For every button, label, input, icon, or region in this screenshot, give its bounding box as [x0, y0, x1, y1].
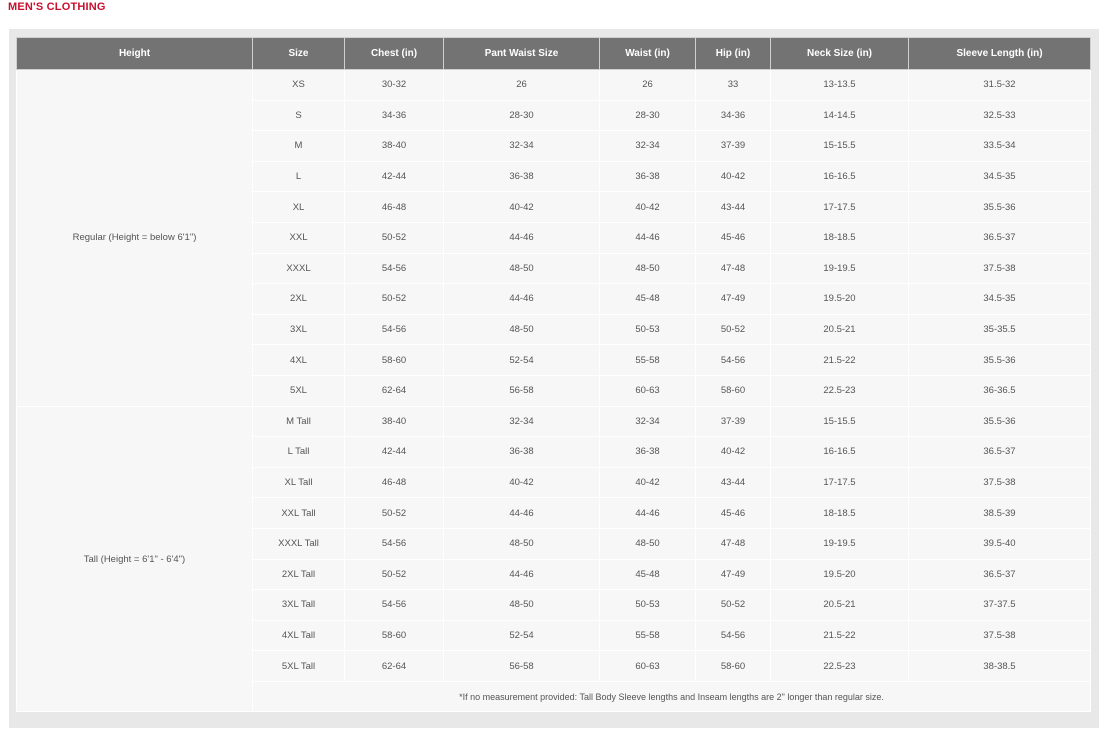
waist-cell: 50-53	[600, 590, 696, 621]
size-cell: 2XL Tall	[253, 559, 345, 590]
pant-waist-cell: 32-34	[444, 406, 600, 437]
header-height: Height	[17, 38, 253, 70]
chest-cell: 58-60	[345, 620, 444, 651]
hip-cell: 37-39	[696, 406, 771, 437]
waist-cell: 36-38	[600, 437, 696, 468]
waist-cell: 36-38	[600, 161, 696, 192]
height-group-label: Tall (Height = 6'1" - 6'4")	[17, 406, 253, 712]
waist-cell: 45-48	[600, 559, 696, 590]
size-cell: XXXL Tall	[253, 528, 345, 559]
hip-cell: 58-60	[696, 375, 771, 406]
size-cell: 3XL Tall	[253, 590, 345, 621]
hip-cell: 50-52	[696, 590, 771, 621]
chest-cell: 62-64	[345, 375, 444, 406]
hip-cell: 40-42	[696, 437, 771, 468]
waist-cell: 45-48	[600, 284, 696, 315]
neck-cell: 19.5-20	[771, 284, 909, 315]
sleeve-cell: 36.5-37	[909, 437, 1091, 468]
sleeve-cell: 36.5-37	[909, 222, 1091, 253]
neck-cell: 18-18.5	[771, 222, 909, 253]
header-row	[17, 38, 1091, 70]
neck-cell: 21.5-22	[771, 620, 909, 651]
sleeve-cell: 35.5-36	[909, 192, 1091, 223]
chest-cell: 38-40	[345, 131, 444, 162]
neck-cell: 19.5-20	[771, 559, 909, 590]
size-chart-table	[16, 37, 1091, 712]
neck-cell: 22.5-23	[771, 375, 909, 406]
waist-cell: 32-34	[600, 406, 696, 437]
neck-cell: 20.5-21	[771, 590, 909, 621]
waist-cell: 55-58	[600, 620, 696, 651]
hip-cell: 58-60	[696, 651, 771, 682]
pant-waist-cell: 32-34	[444, 131, 600, 162]
sleeve-cell: 33.5-34	[909, 131, 1091, 162]
waist-cell: 40-42	[600, 467, 696, 498]
hip-cell: 54-56	[696, 345, 771, 376]
hip-cell: 37-39	[696, 131, 771, 162]
hip-cell: 34-36	[696, 100, 771, 131]
pant-waist-cell: 56-58	[444, 375, 600, 406]
waist-cell: 60-63	[600, 375, 696, 406]
chest-cell: 38-40	[345, 406, 444, 437]
size-cell: XXL	[253, 222, 345, 253]
size-cell: 2XL	[253, 284, 345, 315]
waist-cell: 40-42	[600, 192, 696, 223]
hip-cell: 47-49	[696, 284, 771, 315]
size-cell: 4XL Tall	[253, 620, 345, 651]
pant-waist-cell: 52-54	[444, 345, 600, 376]
neck-cell: 15-15.5	[771, 131, 909, 162]
pant-waist-cell: 36-38	[444, 437, 600, 468]
chest-cell: 54-56	[345, 528, 444, 559]
size-cell: XXXL	[253, 253, 345, 284]
neck-cell: 19-19.5	[771, 253, 909, 284]
waist-cell: 48-50	[600, 253, 696, 284]
size-cell: M Tall	[253, 406, 345, 437]
hip-cell: 47-48	[696, 253, 771, 284]
sleeve-cell: 34.5-35	[909, 161, 1091, 192]
sleeve-cell: 31.5-32	[909, 70, 1091, 101]
sleeve-cell: 34.5-35	[909, 284, 1091, 315]
neck-cell: 13-13.5	[771, 70, 909, 101]
chest-cell: 62-64	[345, 651, 444, 682]
hip-cell: 33	[696, 70, 771, 101]
sleeve-cell: 35.5-36	[909, 406, 1091, 437]
chest-cell: 50-52	[345, 222, 444, 253]
hip-cell: 54-56	[696, 620, 771, 651]
pant-waist-cell: 36-38	[444, 161, 600, 192]
pant-waist-cell: 44-46	[444, 222, 600, 253]
neck-cell: 14-14.5	[771, 100, 909, 131]
pant-waist-cell: 52-54	[444, 620, 600, 651]
pant-waist-cell: 48-50	[444, 590, 600, 621]
pant-waist-cell: 44-46	[444, 284, 600, 315]
waist-cell: 28-30	[600, 100, 696, 131]
header-sleeve: Sleeve Length (in)	[909, 38, 1091, 70]
pant-waist-cell: 26	[444, 70, 600, 101]
neck-cell: 17-17.5	[771, 192, 909, 223]
chest-cell: 34-36	[345, 100, 444, 131]
hip-cell: 43-44	[696, 192, 771, 223]
waist-cell: 32-34	[600, 131, 696, 162]
size-cell: L Tall	[253, 437, 345, 468]
size-cell: M	[253, 131, 345, 162]
header-waist: Waist (in)	[600, 38, 696, 70]
pant-waist-cell: 48-50	[444, 253, 600, 284]
pant-waist-cell: 56-58	[444, 651, 600, 682]
chest-cell: 42-44	[345, 437, 444, 468]
size-cell: 5XL	[253, 375, 345, 406]
sleeve-cell: 36.5-37	[909, 559, 1091, 590]
sleeve-cell: 37.5-38	[909, 620, 1091, 651]
size-cell: L	[253, 161, 345, 192]
chest-cell: 58-60	[345, 345, 444, 376]
size-cell: XL	[253, 192, 345, 223]
pant-waist-cell: 44-46	[444, 559, 600, 590]
waist-cell: 44-46	[600, 222, 696, 253]
sleeve-cell: 32.5-33	[909, 100, 1091, 131]
chest-cell: 42-44	[345, 161, 444, 192]
neck-cell: 21.5-22	[771, 345, 909, 376]
chest-cell: 50-52	[345, 559, 444, 590]
chest-cell: 30-32	[345, 70, 444, 101]
neck-cell: 16-16.5	[771, 437, 909, 468]
hip-cell: 40-42	[696, 161, 771, 192]
hip-cell: 45-46	[696, 498, 771, 529]
header-size: Size	[253, 38, 345, 70]
size-cell: XS	[253, 70, 345, 101]
hip-cell: 43-44	[696, 467, 771, 498]
size-cell: 3XL	[253, 314, 345, 345]
sleeve-cell: 35.5-36	[909, 345, 1091, 376]
page-title: MEN'S CLOTHING	[8, 1, 106, 13]
hip-cell: 45-46	[696, 222, 771, 253]
waist-cell: 50-53	[600, 314, 696, 345]
sleeve-cell: 39.5-40	[909, 528, 1091, 559]
sleeve-cell: 38.5-39	[909, 498, 1091, 529]
waist-cell: 55-58	[600, 345, 696, 376]
neck-cell: 15-15.5	[771, 406, 909, 437]
size-cell: S	[253, 100, 345, 131]
pant-waist-cell: 48-50	[444, 314, 600, 345]
height-group-label: Regular (Height = below 6'1")	[17, 70, 253, 407]
hip-cell: 50-52	[696, 314, 771, 345]
sleeve-cell: 37.5-38	[909, 253, 1091, 284]
size-cell: 5XL Tall	[253, 651, 345, 682]
table-row	[17, 70, 1091, 101]
pant-waist-cell: 40-42	[444, 467, 600, 498]
neck-cell: 20.5-21	[771, 314, 909, 345]
waist-cell: 48-50	[600, 528, 696, 559]
header-chest: Chest (in)	[345, 38, 444, 70]
sleeve-cell: 37.5-38	[909, 467, 1091, 498]
table-row	[17, 406, 1091, 437]
size-cell: XL Tall	[253, 467, 345, 498]
neck-cell: 18-18.5	[771, 498, 909, 529]
size-cell: 4XL	[253, 345, 345, 376]
pant-waist-cell: 28-30	[444, 100, 600, 131]
sleeve-cell: 36-36.5	[909, 375, 1091, 406]
neck-cell: 17-17.5	[771, 467, 909, 498]
chest-cell: 54-56	[345, 590, 444, 621]
hip-cell: 47-48	[696, 528, 771, 559]
chest-cell: 46-48	[345, 192, 444, 223]
waist-cell: 60-63	[600, 651, 696, 682]
header-pant-waist: Pant Waist Size	[444, 38, 600, 70]
pant-waist-cell: 44-46	[444, 498, 600, 529]
hip-cell: 47-49	[696, 559, 771, 590]
chest-cell: 50-52	[345, 284, 444, 315]
pant-waist-cell: 40-42	[444, 192, 600, 223]
waist-cell: 26	[600, 70, 696, 101]
waist-cell: 44-46	[600, 498, 696, 529]
sleeve-cell: 37-37.5	[909, 590, 1091, 621]
chest-cell: 54-56	[345, 314, 444, 345]
chest-cell: 46-48	[345, 467, 444, 498]
chest-cell: 50-52	[345, 498, 444, 529]
neck-cell: 16-16.5	[771, 161, 909, 192]
header-neck: Neck Size (in)	[771, 38, 909, 70]
pant-waist-cell: 48-50	[444, 528, 600, 559]
sleeve-cell: 35-35.5	[909, 314, 1091, 345]
neck-cell: 19-19.5	[771, 528, 909, 559]
sleeve-cell: 38-38.5	[909, 651, 1091, 682]
footnote-text: *If no measurement provided: Tall Body Sleeve lengths and Inseam lengths are 2" longer than regular size.	[253, 681, 1091, 712]
chest-cell: 54-56	[345, 253, 444, 284]
size-cell: XXL Tall	[253, 498, 345, 529]
header-hip: Hip (in)	[696, 38, 771, 70]
neck-cell: 22.5-23	[771, 651, 909, 682]
